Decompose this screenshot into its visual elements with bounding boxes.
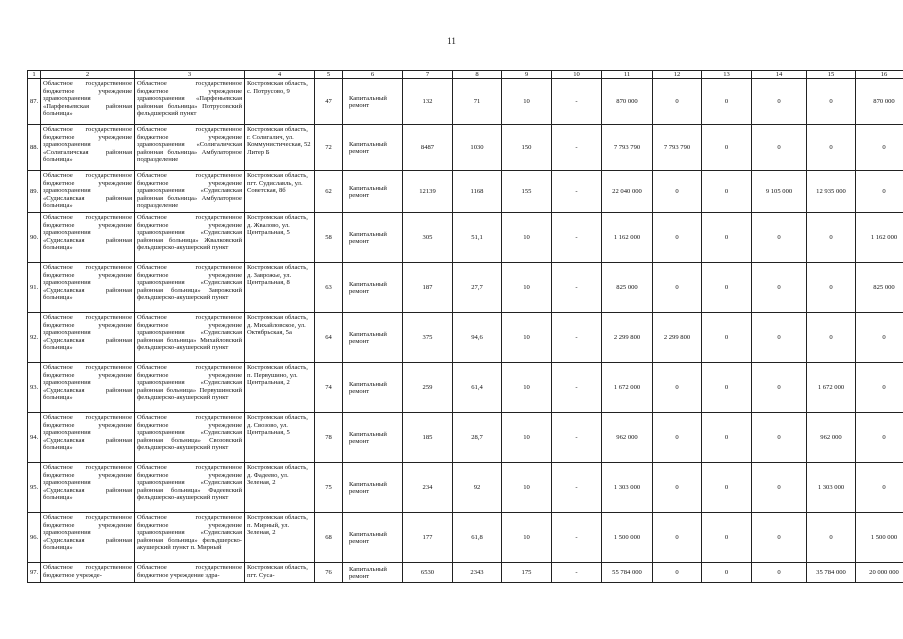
- cost-column-14: 0: [752, 79, 807, 125]
- cost-column-16: 20 000 000: [856, 563, 903, 583]
- visits-capacity: 150: [502, 125, 552, 171]
- column-10-value: -: [552, 125, 602, 171]
- floor-area: 51,1: [453, 213, 502, 263]
- row-number: 95.: [28, 463, 41, 513]
- building-volume: 8487: [403, 125, 453, 171]
- table-row: [28, 313, 903, 363]
- total-cost: 7 793 790: [602, 125, 653, 171]
- column-number: 1: [28, 71, 41, 79]
- work-type: Капитальный ремонт: [343, 513, 403, 563]
- column-number: 2: [41, 71, 135, 79]
- floor-area: 2343: [453, 563, 502, 583]
- column-number: 12: [653, 71, 702, 79]
- floor-area: 61,8: [453, 513, 502, 563]
- visits-capacity: 155: [502, 171, 552, 213]
- institution-name: Областное государственное бюджетное учреждение здравоохранения «Судиславская районная больница»: [41, 171, 135, 213]
- facility-name: Областное государственное бюджетное учреждение здравоохранения «Судиславская районная больница» Свозовский фельдшерско-акушерский пункт: [135, 413, 245, 463]
- table-row: [28, 213, 903, 263]
- cost-column-12: 0: [653, 213, 702, 263]
- total-cost: 1 303 000: [602, 463, 653, 513]
- cost-column-12: 0: [653, 463, 702, 513]
- facility-name: Областное государственное бюджетное учреждение здравоохранения «Судиславская районная больница» Заврожский фельдшерско-акушерский пункт: [135, 263, 245, 313]
- institution-name: Областное государственное бюджетное учреждение здравоохранения «Судиславская районная больница»: [41, 313, 135, 363]
- institution-name: Областное государственное бюджетное учреждение здравоохранения «Судиславская районная больница»: [41, 513, 135, 563]
- cost-column-12: 2 299 800: [653, 313, 702, 363]
- row-number: 91.: [28, 263, 41, 313]
- cost-column-15: 962 000: [807, 413, 856, 463]
- column-number: 13: [702, 71, 752, 79]
- institution-name: Областное государственное бюджетное учреждение здравоохранения «Судиславская районная больница»: [41, 263, 135, 313]
- row-number: 90.: [28, 213, 41, 263]
- cost-column-16: 0: [856, 463, 903, 513]
- address: Костромская область, д. Заврожье, ул. Центральная, 8: [245, 263, 315, 313]
- column-number: 15: [807, 71, 856, 79]
- column-number: 11: [602, 71, 653, 79]
- cost-column-16: 0: [856, 125, 903, 171]
- cost-column-14: 0: [752, 363, 807, 413]
- building-volume: 177: [403, 513, 453, 563]
- visits-capacity: 175: [502, 563, 552, 583]
- priority-score: 75: [315, 463, 343, 513]
- column-number: 5: [315, 71, 343, 79]
- row-number: 89.: [28, 171, 41, 213]
- cost-column-15: 1 303 000: [807, 463, 856, 513]
- cost-column-12: 0: [653, 79, 702, 125]
- cost-column-14: 0: [752, 563, 807, 583]
- table-row: [28, 363, 903, 413]
- work-type: Капитальный ремонт: [343, 413, 403, 463]
- cost-column-14: 0: [752, 313, 807, 363]
- facility-name: Областное государственное бюджетное учреждение здравоохранения «Судиславская районная больница» Фадеевский фельдшерско-акушерский пункт: [135, 463, 245, 513]
- total-cost: 870 000: [602, 79, 653, 125]
- cost-column-14: 0: [752, 513, 807, 563]
- column-number: 16: [856, 71, 903, 79]
- column-number: 6: [343, 71, 403, 79]
- column-10-value: -: [552, 563, 602, 583]
- facility-name: Областное государственное бюджетное учреждение здра-: [135, 563, 245, 583]
- cost-column-13: 0: [702, 313, 752, 363]
- priority-score: 58: [315, 213, 343, 263]
- building-volume: 12139: [403, 171, 453, 213]
- cost-column-12: 0: [653, 171, 702, 213]
- table-row: [28, 125, 903, 171]
- cost-column-15: 0: [807, 213, 856, 263]
- cost-column-16: 0: [856, 171, 903, 213]
- building-volume: 185: [403, 413, 453, 463]
- cost-column-13: 0: [702, 213, 752, 263]
- total-cost: 1 162 000: [602, 213, 653, 263]
- row-number: 92.: [28, 313, 41, 363]
- visits-capacity: 10: [502, 463, 552, 513]
- cost-column-13: 0: [702, 171, 752, 213]
- priority-score: 47: [315, 79, 343, 125]
- institution-name: Областное государственное бюджетное учреждение здравоохранения «Судиславская районная больница»: [41, 413, 135, 463]
- visits-capacity: 10: [502, 363, 552, 413]
- table-row: [28, 263, 903, 313]
- facility-name: Областное государственное бюджетное учреждение здравоохранения «Судиславская районная больница» Амбулаторное подразделение: [135, 171, 245, 213]
- address: Костромская область, д. Жвалово, ул. Центральная, 5: [245, 213, 315, 263]
- floor-area: 27,7: [453, 263, 502, 313]
- cost-column-13: 0: [702, 463, 752, 513]
- institution-name: Областное государственное бюджетное учреждение здравоохранения «Парфеньевская районная больница»: [41, 79, 135, 125]
- institution-name: Областное государственное бюджетное учрежде-: [41, 563, 135, 583]
- page-number: 11: [447, 36, 456, 46]
- column-number: 14: [752, 71, 807, 79]
- cost-column-12: 0: [653, 363, 702, 413]
- building-volume: 234: [403, 463, 453, 513]
- floor-area: 71: [453, 79, 502, 125]
- priority-score: 63: [315, 263, 343, 313]
- cost-column-14: 0: [752, 463, 807, 513]
- cost-column-13: 0: [702, 513, 752, 563]
- total-cost: 55 784 000: [602, 563, 653, 583]
- work-type: Капитальный ремонт: [343, 213, 403, 263]
- column-number-row: [28, 71, 903, 79]
- institution-name: Областное государственное бюджетное учреждение здравоохранения «Солигаличская районная больница»: [41, 125, 135, 171]
- column-10-value: -: [552, 313, 602, 363]
- column-10-value: -: [552, 213, 602, 263]
- column-10-value: -: [552, 413, 602, 463]
- table-row: [28, 79, 903, 125]
- facility-name: Областное государственное бюджетное учреждение здравоохранения «Судиславская районная больница» Жвалковский фельдшерско-акушерский пункт: [135, 213, 245, 263]
- address: Костромская область, п. Мирный, ул. Зеленая, 2: [245, 513, 315, 563]
- cost-column-15: 0: [807, 263, 856, 313]
- cost-column-15: 0: [807, 513, 856, 563]
- visits-capacity: 10: [502, 213, 552, 263]
- cost-column-15: 35 784 000: [807, 563, 856, 583]
- total-cost: 2 299 800: [602, 313, 653, 363]
- column-number: 9: [502, 71, 552, 79]
- cost-column-15: 0: [807, 125, 856, 171]
- cost-column-16: 0: [856, 363, 903, 413]
- visits-capacity: 10: [502, 263, 552, 313]
- cost-column-14: 0: [752, 213, 807, 263]
- row-number: 94.: [28, 413, 41, 463]
- cost-column-16: 1 500 000: [856, 513, 903, 563]
- table-row: [28, 563, 903, 583]
- visits-capacity: 10: [502, 313, 552, 363]
- cost-column-13: 0: [702, 563, 752, 583]
- address: Костромская область, с. Потрусово, 9: [245, 79, 315, 125]
- visits-capacity: 10: [502, 79, 552, 125]
- total-cost: 22 040 000: [602, 171, 653, 213]
- building-volume: 305: [403, 213, 453, 263]
- total-cost: 1 672 000: [602, 363, 653, 413]
- facility-name: Областное государственное бюджетное учреждение здравоохранения «Судиславская районная больница» Михайловский фельдшерско-акушерский пункт: [135, 313, 245, 363]
- priority-score: 62: [315, 171, 343, 213]
- facility-name: Областное государственное бюджетное учреждение здравоохранения «Судиславская районная больница» фельдшерско-акушерский пункт п. Мирный: [135, 513, 245, 563]
- row-number: 93.: [28, 363, 41, 413]
- table-row: [28, 513, 903, 563]
- facility-name: Областное государственное бюджетное учреждение здравоохранения «Судиславская районная больница» Первушинский фельдшерско-акушерский пункт: [135, 363, 245, 413]
- priority-score: 74: [315, 363, 343, 413]
- work-type: Капитальный ремонт: [343, 563, 403, 583]
- column-number: 8: [453, 71, 502, 79]
- work-type: Капитальный ремонт: [343, 263, 403, 313]
- cost-column-13: 0: [702, 363, 752, 413]
- column-number: 4: [245, 71, 315, 79]
- table-row: [28, 463, 903, 513]
- cost-column-14: 9 105 000: [752, 171, 807, 213]
- column-10-value: -: [552, 513, 602, 563]
- priority-score: 68: [315, 513, 343, 563]
- cost-column-15: 1 672 000: [807, 363, 856, 413]
- cost-column-12: 0: [653, 263, 702, 313]
- cost-column-12: 0: [653, 413, 702, 463]
- work-type: Капитальный ремонт: [343, 313, 403, 363]
- floor-area: 1030: [453, 125, 502, 171]
- work-type: Капитальный ремонт: [343, 463, 403, 513]
- column-10-value: -: [552, 363, 602, 413]
- table-row: [28, 413, 903, 463]
- cost-column-13: 0: [702, 79, 752, 125]
- building-volume: 187: [403, 263, 453, 313]
- column-10-value: -: [552, 463, 602, 513]
- cost-column-13: 0: [702, 413, 752, 463]
- visits-capacity: 10: [502, 413, 552, 463]
- cost-column-12: 0: [653, 513, 702, 563]
- row-number: 87.: [28, 79, 41, 125]
- priority-score: 78: [315, 413, 343, 463]
- building-volume: 132: [403, 79, 453, 125]
- institution-name: Областное государственное бюджетное учреждение здравоохранения «Судиславская районная больница»: [41, 213, 135, 263]
- institution-name: Областное государственное бюджетное учреждение здравоохранения «Судиславская районная больница»: [41, 363, 135, 413]
- row-number: 96.: [28, 513, 41, 563]
- cost-column-12: 0: [653, 563, 702, 583]
- cost-column-15: 0: [807, 79, 856, 125]
- floor-area: 1168: [453, 171, 502, 213]
- total-cost: 825 000: [602, 263, 653, 313]
- column-10-value: -: [552, 263, 602, 313]
- address: Костромская область, г. Солигалич, ул. Коммунистическая, 52 Литер Б: [245, 125, 315, 171]
- facility-name: Областное государственное бюджетное учреждение здравоохранения «Парфеньевская районная больница» Потрусовский фельдшерский пункт: [135, 79, 245, 125]
- floor-area: 94,6: [453, 313, 502, 363]
- priority-score: 64: [315, 313, 343, 363]
- floor-area: 61,4: [453, 363, 502, 413]
- capital-repair-table: [27, 70, 903, 583]
- cost-column-12: 7 793 790: [653, 125, 702, 171]
- floor-area: 28,7: [453, 413, 502, 463]
- cost-column-16: 0: [856, 313, 903, 363]
- column-10-value: -: [552, 79, 602, 125]
- cost-column-16: 0: [856, 413, 903, 463]
- column-number: 3: [135, 71, 245, 79]
- floor-area: 92: [453, 463, 502, 513]
- column-number: 7: [403, 71, 453, 79]
- building-volume: 259: [403, 363, 453, 413]
- cost-column-14: 0: [752, 125, 807, 171]
- cost-column-13: 0: [702, 263, 752, 313]
- address: Костромская область, п. Первушино, ул. Центральная, 2: [245, 363, 315, 413]
- building-volume: 6530: [403, 563, 453, 583]
- facility-name: Областное государственное бюджетное учреждение здравоохранения «Солигаличская районная больница» Амбулаторное подразделение: [135, 125, 245, 171]
- work-type: Капитальный ремонт: [343, 171, 403, 213]
- visits-capacity: 10: [502, 513, 552, 563]
- priority-score: 72: [315, 125, 343, 171]
- row-number: 97.: [28, 563, 41, 583]
- priority-score: 76: [315, 563, 343, 583]
- address: Костромская область, пгт. Судиславль, ул. Советская, 8б: [245, 171, 315, 213]
- building-volume: 375: [403, 313, 453, 363]
- total-cost: 962 000: [602, 413, 653, 463]
- cost-column-15: 12 935 000: [807, 171, 856, 213]
- address: Костромская область, д. Михайловское, ул. Октябрьская, 5а: [245, 313, 315, 363]
- cost-column-15: 0: [807, 313, 856, 363]
- work-type: Капитальный ремонт: [343, 363, 403, 413]
- column-10-value: -: [552, 171, 602, 213]
- work-type: Капитальный ремонт: [343, 79, 403, 125]
- cost-column-14: 0: [752, 413, 807, 463]
- cost-column-14: 0: [752, 263, 807, 313]
- cost-column-16: 825 000: [856, 263, 903, 313]
- institution-name: Областное государственное бюджетное учреждение здравоохранения «Судиславская районная больница»: [41, 463, 135, 513]
- table-row: [28, 171, 903, 213]
- cost-column-13: 0: [702, 125, 752, 171]
- column-number: 10: [552, 71, 602, 79]
- address: Костромская область, д. Свозово, ул. Центральная, 5: [245, 413, 315, 463]
- address: Костромская область, пгт. Суса-: [245, 563, 315, 583]
- address: Костромская область, д. Фадеево, ул. Зеленая, 2: [245, 463, 315, 513]
- work-type: Капитальный ремонт: [343, 125, 403, 171]
- total-cost: 1 500 000: [602, 513, 653, 563]
- cost-column-16: 870 000: [856, 79, 903, 125]
- row-number: 88.: [28, 125, 41, 171]
- cost-column-16: 1 162 000: [856, 213, 903, 263]
